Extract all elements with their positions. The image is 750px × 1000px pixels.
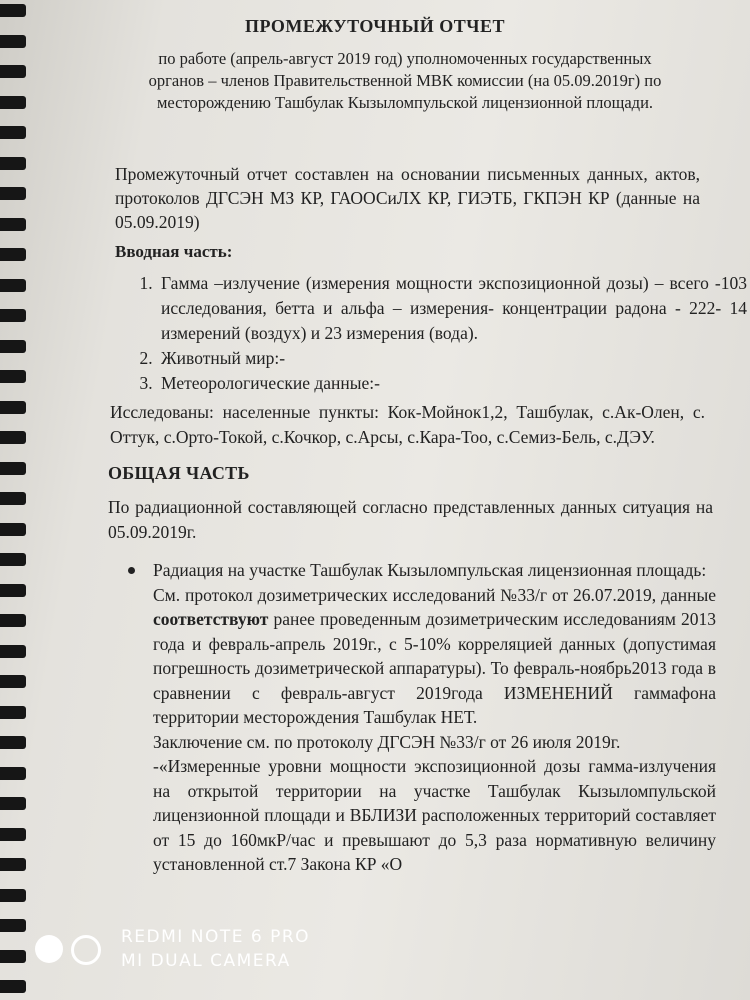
bullet-line: Заключение см. по протоколу ДГСЭН №33/г от 26 июля 2019г.	[153, 731, 621, 752]
intro-item: 3. Метеорологические данные:-	[157, 371, 747, 396]
intro-list	[115, 271, 747, 396]
intro-heading: Вводная часть:	[115, 242, 233, 261]
bullet-line	[153, 583, 716, 730]
general-paragraph: По радиационной составляющей согласно представленных данных ситуация на 05.09.2019г.	[108, 497, 713, 542]
bullet-dot-icon	[128, 567, 135, 574]
bullet-text	[153, 558, 716, 877]
investigated-paragraph: Исследованы: населенные пункты: Кок-Мойнок1,2, Ташбулак, с.Ак-Олен, с. Оттук, с.Орто-Токой, с.Кочкор, с.Арсы, с.Кара-Тоо, с.Семиз-Бель, с.ДЭУ.	[110, 402, 705, 447]
watermark-line-1: REDMI NOTE 6 PRO	[121, 927, 311, 947]
watermark-ring-icon	[71, 935, 101, 965]
general-heading: ОБЩАЯ ЧАСТЬ	[108, 463, 250, 483]
bullet-line: -«Измеренные уровни мощности экспозиционной дозы гамма-излучения на открытой территории на участке Ташбулак Кызыломпульской лицензионной площади и ВБЛИЗИ расположенных территорий составляет от 15 до 160мкР/час и превышают до 5,3 раза нормативную величину установленной ст.7 Закона КР «О	[153, 756, 716, 874]
watermark-line-2: MI DUAL CAMERA	[121, 951, 291, 971]
watermark-dot-icon	[35, 935, 63, 963]
bullet-text-span: См. протокол дозиметрических исследований №33/г от 26.07.2019, данные	[153, 584, 716, 605]
document-subtitle: по работе (апрель-август 2019 год) уполномоченных государственных органов – членов Правительственной МВК комиссии (на 05.09.2019г) по месторождению Ташбулак Кызыломпульской лицензионной площади.	[148, 49, 662, 112]
document-title: ПРОМЕЖУТОЧНЫЙ ОТЧЕТ	[244, 16, 506, 36]
intro-item: 2. Животный мир:-	[157, 346, 747, 371]
bullet-line: Радиация на участке Ташбулак Кызыломпульская лицензионная площадь:	[153, 560, 707, 580]
bullet-text-span: ранее проведенным дозиметрическим исследованиям 2013 года и февраль-апрель 2019г., с 5-10% корреляцией данных (допустимая погрешность дозиметрической аппаратуры). То февраль-ноябрь2013 года в сравнении с февраль-август 2019года ИЗМЕНЕНИЙ гаммафона территории месторождения Ташбулак НЕТ.	[153, 609, 716, 727]
intro-item: 1. Гамма –излучение (измерения мощности экспозиционной дозы) – всего -103 исследования, бетта и альфа – измерения- концентрации радона - 222- 14 измерений (воздух) и 23 измерения (вода).	[157, 271, 747, 346]
bullet-bold-span: соответствуют	[153, 609, 269, 629]
intro-paragraph: Промежуточный отчет составлен на основании письменных данных, актов, протоколов ДГСЭН МЗ КР, ГАООСиЛХ КР, ГИЭТБ, ГКПЭН КР (данные на 05.09.2019)	[115, 164, 700, 232]
